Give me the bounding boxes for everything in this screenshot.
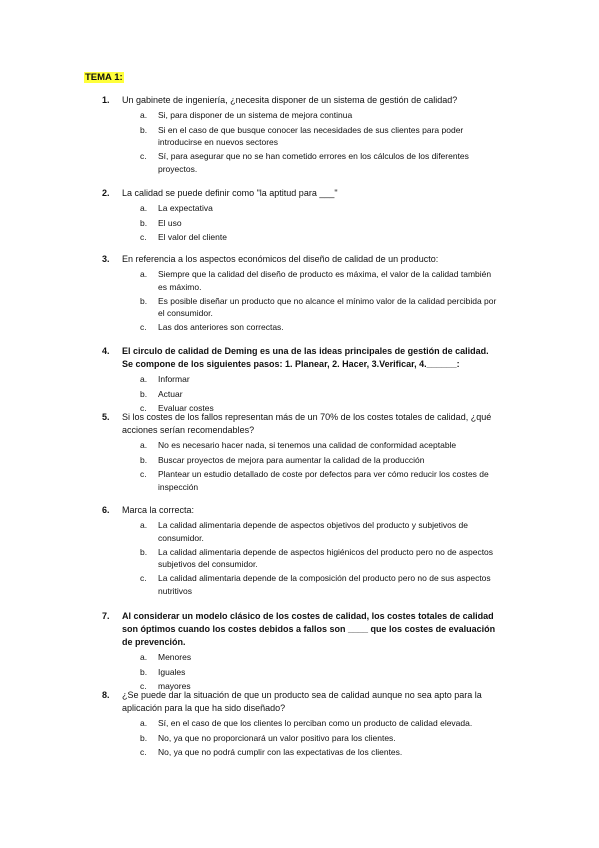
option-letter: c. — [140, 469, 147, 479]
option-letter: b. — [140, 666, 148, 677]
option-letter: a. — [140, 374, 148, 384]
question-text: Un gabinete de ingeniería, ¿necesita disponer de un sistema de gestión de calidad? — [122, 95, 458, 105]
option-letter: c. — [140, 747, 147, 757]
question-text: El circulo de calidad de Deming es una de las ideas principales de gestión de calidad. Se compone de los siguientes pasos: 1. Planear, 2. Hacer, 3.Verificar, 4.______: — [122, 346, 489, 369]
topic-heading: TEMA 1: — [85, 72, 123, 83]
option-text: Plantear un estudio detallado de coste por defectos para ver cómo reducir los costes de inspección — [158, 469, 489, 492]
question-text: En referencia a los aspectos económicos del diseño de calidad de un producto: — [122, 254, 439, 264]
option-text: Actuar — [158, 388, 183, 399]
question-text: La calidad se puede definir como "la aptitud para ___" — [122, 188, 338, 198]
question-number: 6. — [102, 505, 110, 515]
option-letter: a. — [140, 269, 148, 279]
question-text: Si los costes de los fallos representan más de un 70% de los costes totales de calidad, ¿qué acciones serían recomendables? — [122, 412, 492, 435]
option-letter: b. — [140, 124, 148, 135]
option-letter: a. — [140, 718, 148, 728]
option-letter: a. — [140, 110, 148, 120]
question-text: Marca la correcta: — [122, 505, 195, 515]
option-text: Evaluar costes — [158, 403, 214, 413]
option-text: Es posible diseñar un producto que no alcance el mínimo valor de la calidad percibida por el consumidor. — [158, 295, 497, 318]
question-number: 2. — [102, 188, 110, 198]
question-text: ¿Se puede dar la situación de que un producto sea de calidad aunque no sea apto para la aplicación para la que ha sido diseñado? — [122, 690, 482, 713]
option-letter: a. — [140, 440, 148, 450]
option-text: Si, para disponer de un sistema de mejora continua — [158, 110, 353, 120]
question-text: Al considerar un modelo clásico de los costes de calidad, los costes totales de calidad son óptimos cuando los costes debidos a fallos son ____ que los costes de evaluación de prevención. — [122, 611, 496, 647]
option-text: Sí, en el caso de que los clientes lo perciban como un producto de calidad elevada. — [158, 718, 473, 728]
option-text: Informar — [158, 374, 190, 384]
option-letter: b. — [140, 732, 148, 743]
option-letter: b. — [140, 454, 148, 465]
option-text: No, ya que no podrá cumplir con las expectativas de los clientes. — [158, 747, 403, 757]
option-letter: b. — [140, 295, 148, 306]
option-text: Iguales — [158, 666, 186, 677]
option-letter: c. — [140, 232, 147, 242]
question-number: 8. — [102, 690, 110, 700]
option-text: Las dos anteriores son correctas. — [158, 322, 284, 332]
option-text: El valor del cliente — [158, 232, 227, 242]
question-number: 7. — [102, 611, 110, 621]
option-letter: b. — [140, 217, 148, 228]
option-letter: a. — [140, 652, 148, 662]
option-letter: c. — [140, 403, 147, 413]
option-text: Menores — [158, 652, 192, 662]
option-letter: b. — [140, 546, 148, 557]
option-text: Buscar proyectos de mejora para aumentar la calidad de la producción — [158, 454, 425, 465]
option-letter: a. — [140, 203, 148, 213]
option-text: La calidad alimentaria depende de aspectos higiénicos del producto pero no de aspectos subjetivos del consumidor. — [158, 546, 494, 569]
option-text: Si en el caso de que busque conocer las necesidades de sus clientes para poder introducirse en nuevos sectores — [158, 124, 464, 147]
option-text: Sí, para asegurar que no se han cometido errores en los cálculos de los diferentes proyectos. — [158, 151, 469, 174]
option-letter: a. — [140, 520, 148, 530]
option-letter: c. — [140, 322, 147, 332]
option-letter: b. — [140, 388, 148, 399]
option-text: La calidad alimentaria depende de aspectos objetivos del producto y subjetivos de consumidor. — [158, 520, 468, 543]
option-text: La calidad alimentaria depende de la composición del producto pero no de sus aspectos nutritivos — [158, 573, 491, 596]
question-number: 5. — [102, 412, 110, 422]
option-text: El uso — [158, 217, 182, 228]
question-number: 1. — [102, 95, 110, 105]
option-letter: c. — [140, 573, 147, 583]
option-text: mayores — [158, 681, 191, 691]
option-text: No es necesario hacer nada, si tenemos una calidad de conformidad aceptable — [158, 440, 457, 450]
option-text: No, ya que no proporcionará un valor positivo para los clientes. — [158, 732, 396, 743]
question-number: 4. — [102, 346, 110, 356]
option-letter: c. — [140, 151, 147, 161]
option-text: Siempre que la calidad del diseño de producto es máxima, el valor de la calidad también es máximo. — [158, 269, 492, 292]
option-letter: c. — [140, 681, 147, 691]
question-number: 3. — [102, 254, 110, 264]
option-text: La expectativa — [158, 203, 213, 213]
